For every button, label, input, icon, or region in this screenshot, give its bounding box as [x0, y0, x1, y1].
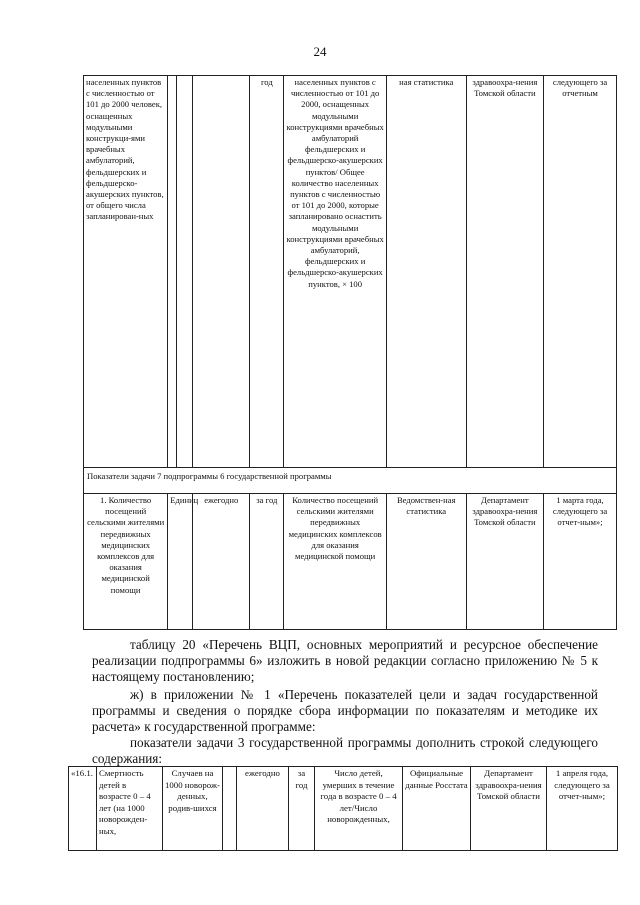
cell-frequency: ежегодно [193, 494, 250, 630]
cell-responsible: Департамент здравоохра-нения Томской области [471, 767, 547, 851]
table-row [69, 767, 618, 851]
paragraph-table20: таблицу 20 «Перечень ВЦП, основных мероприятий и ресурсное обеспечение реализации подпрограммы 6» изложить в новой редакции согласно приложению № 5 к настоящему постановлению; [92, 637, 598, 684]
cell-indicator-name: 1. Количество посещений сельскими жителями передвижных медицинских комплексов для оказания медицинской помощи [84, 494, 168, 630]
cell-number: «16.1. [69, 767, 97, 851]
cell-empty [193, 76, 250, 468]
cell-formula: Число детей, умерших в течение года в возрасте 0 – 4 лет/Число новорожденных, [315, 767, 403, 851]
cell-deadline: 1 апреля года, следующего за отчет-ным»; [547, 767, 618, 851]
cell-period: год [250, 76, 284, 468]
paragraph-appendix1: ж) в приложении № 1 «Перечень показателей цели и задач государственной программы и сведения о порядке сбора информации по показателям и методике их расчета» к государственной программе: [92, 687, 598, 734]
indicators-table-continued [83, 75, 617, 630]
paragraph-task3: показатели задачи 3 государственной программы дополнить строкой следующего содержания: [92, 735, 598, 766]
cell-source: Ведомствен-ная статистика [386, 494, 466, 630]
cell-responsible: Департамент здравоохра-нения Томской области [466, 494, 543, 630]
table-row [84, 494, 617, 630]
table-row [84, 76, 617, 468]
cell-unit: Единиц [168, 494, 193, 630]
cell-source: Официальные данные Росстата [403, 767, 471, 851]
cell-responsible: здравоохра-нения Томской области [466, 76, 543, 468]
cell-indicator-name: Смертность детей в возрасте 0 – 4 лет (на 1000 новорожден-ных, [97, 767, 163, 851]
cell-formula: населенных пунктов с численностью от 101 до 2000, оснащенных модульными конструкциями врачебных амбулаторий фельдшерских и фельдшерско-акушерских пунктов/ Общее количество населенных пунктов с численностью от 101 до 2000, которые запланировано оснастить модульными конструкциями врачебных амбулаторий, фельдшерских и фельдшерско-акушерских пунктов, × 100 [284, 76, 386, 468]
cell-period: за год [289, 767, 315, 851]
cell-unit: Случаев на 1000 новорож-денных, родив-шихся [163, 767, 223, 851]
cell-empty [177, 76, 193, 468]
cell-deadline: 1 марта года, следующего за отчет-ным»; [544, 494, 617, 630]
cell-period: за год [250, 494, 284, 630]
new-indicator-table [68, 766, 618, 851]
cell-formula: Количество посещений сельскими жителями передвижных медицинских комплексов для оказания медицинской помощи [284, 494, 386, 630]
section-heading: Показатели задачи 7 подпрограммы 6 государственной программы [84, 468, 617, 494]
cell-empty [168, 76, 177, 468]
cell-deadline: следующего за отчетным [544, 76, 617, 468]
cell-source: ная статистика [386, 76, 466, 468]
cell-indicator-name: населенных пунктов с численностью от 101 до 2000 человек, оснащенных модульными конструкци-ями врачебных амбулаторий, фельдшерских и фельдшерско-акушерских пунктов, от общего числа запланирован-ных [84, 76, 168, 468]
cell-frequency: ежегодно [237, 767, 289, 851]
cell-empty [223, 767, 237, 851]
page-number: 24 [313, 44, 327, 59]
section-heading-row [84, 468, 617, 494]
